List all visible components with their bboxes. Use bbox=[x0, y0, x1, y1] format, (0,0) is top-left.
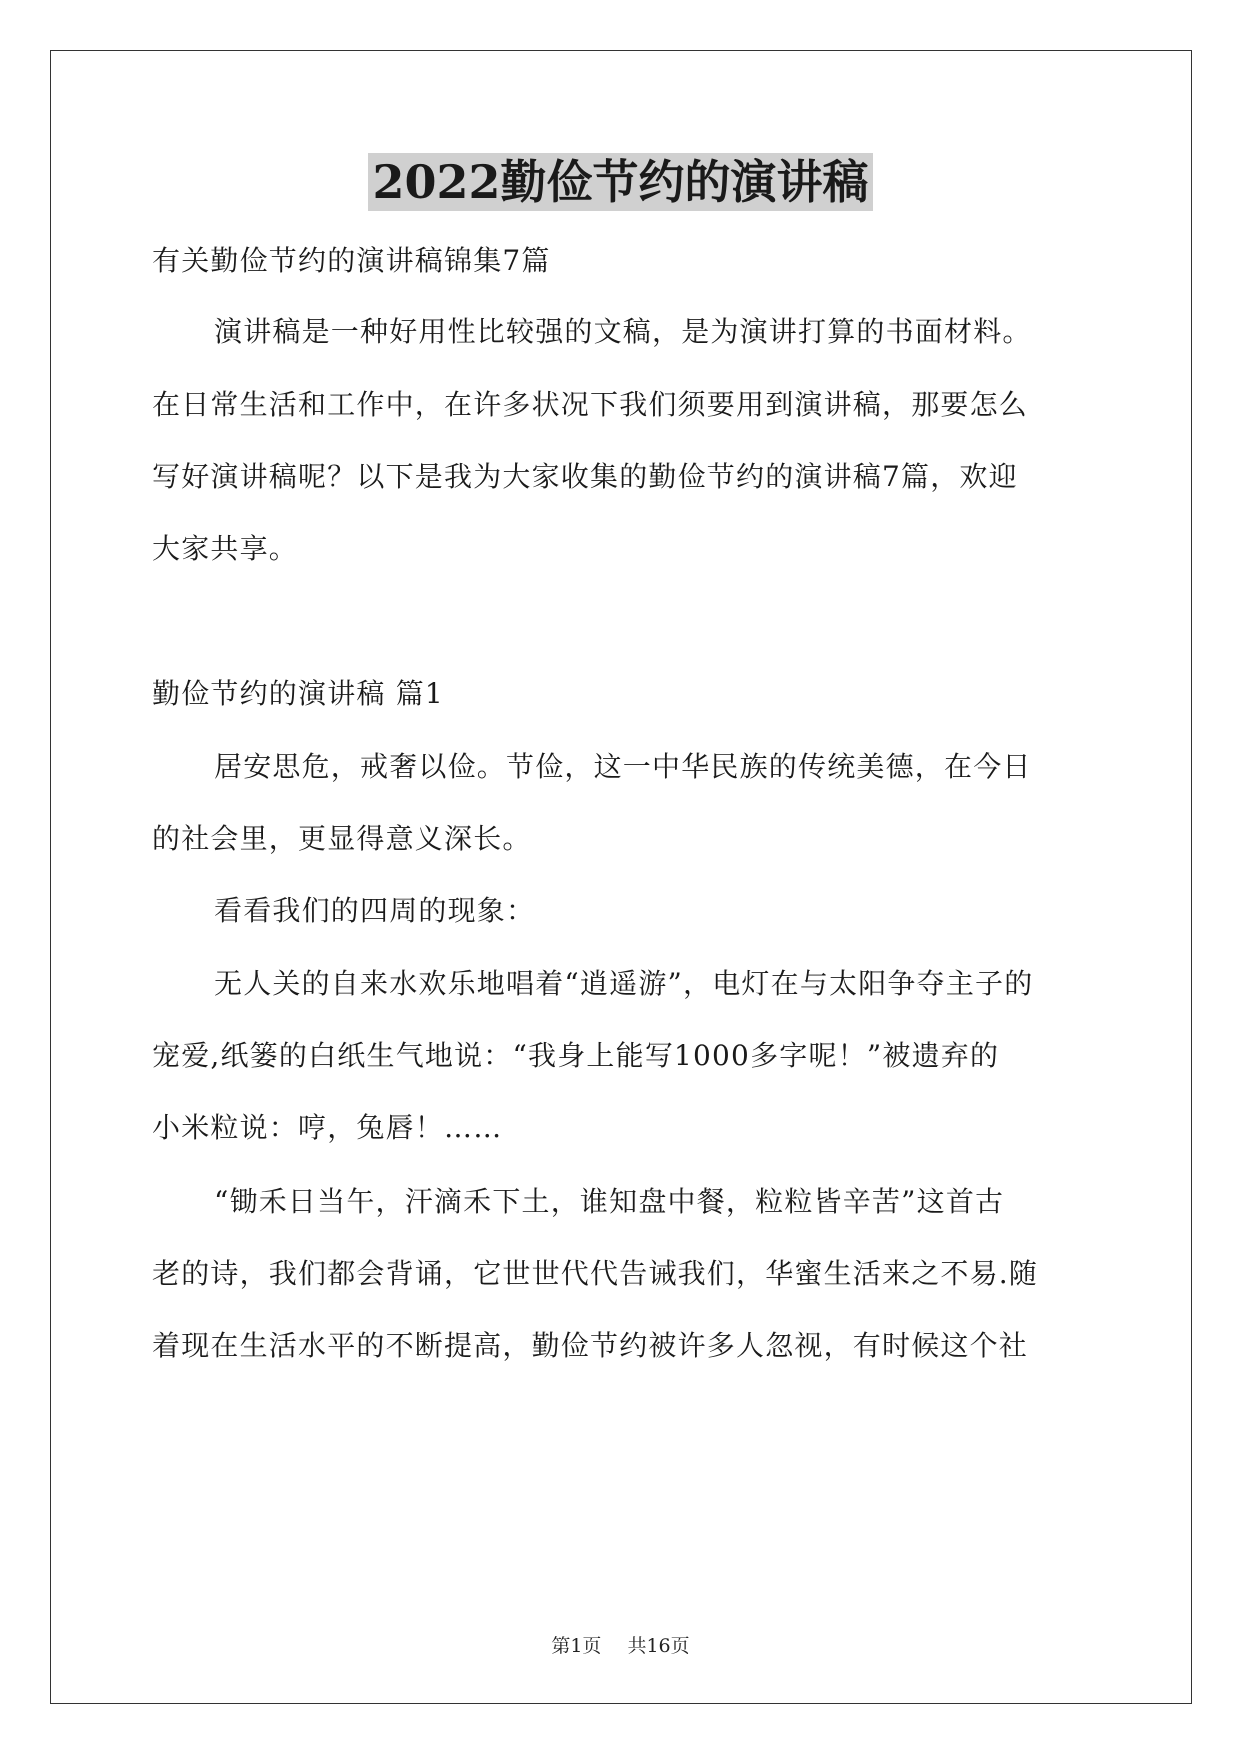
page-footer bbox=[0, 1634, 1241, 1658]
intro-line-4: 大家共享。 bbox=[152, 532, 299, 565]
body-line-4: 无人关的自来水欢乐地唱着“逍遥游”，电灯在与太阳争夺主子的 bbox=[214, 967, 1034, 1000]
page-border bbox=[50, 50, 1192, 1704]
document-title bbox=[0, 152, 1241, 212]
body-line-3: 看看我们的四周的现象： bbox=[214, 894, 536, 927]
body-line-5: 宠爱,纸篓的白纸生气地说：“我身上能写1000多字呢！”被遗弃的 bbox=[152, 1039, 1000, 1072]
intro-line-3: 写好演讲稿呢？以下是我为大家收集的勤俭节约的演讲稿7篇，欢迎 bbox=[152, 460, 1018, 493]
section-heading: 勤俭节约的演讲稿 篇1 bbox=[152, 677, 444, 710]
intro-line-1: 演讲稿是一种好用性比较强的文稿，是为演讲打算的书面材料。 bbox=[214, 315, 1032, 348]
footer-total-pages: 共16页 bbox=[627, 1635, 690, 1657]
body-line-2: 的社会里，更显得意义深长。 bbox=[152, 822, 532, 855]
intro-line-2: 在日常生活和工作中，在许多状况下我们须要用到演讲稿，那要怎么 bbox=[152, 388, 1029, 421]
document-subtitle: 有关勤俭节约的演讲稿锦集7篇 bbox=[152, 244, 551, 277]
footer-page-number: 第1页 bbox=[551, 1635, 602, 1657]
body-line-9: 着现在生活水平的不断提高，勤俭节约被许多人忽视，有时候这个社 bbox=[152, 1329, 1029, 1362]
body-line-1: 居安思危，戒奢以俭。节俭，这一中华民族的传统美德，在今日 bbox=[214, 750, 1032, 783]
body-line-6: 小米粒说：哼，兔唇！…… bbox=[152, 1111, 503, 1144]
body-line-7: “锄禾日当午，汗滴禾下土，谁知盘中餐，粒粒皆辛苦”这首古 bbox=[214, 1185, 1005, 1218]
document-title-text: 2022勤俭节约的演讲稿 bbox=[368, 153, 872, 211]
body-line-8: 老的诗，我们都会背诵，它世世代代告诫我们，华蜜生活来之不易.随 bbox=[152, 1257, 1039, 1290]
